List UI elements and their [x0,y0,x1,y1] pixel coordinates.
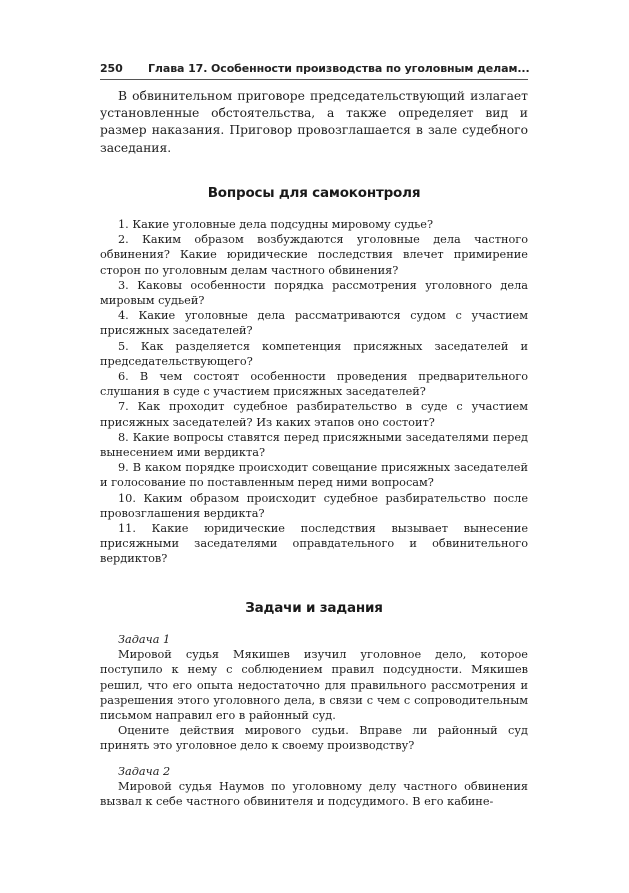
tasks-heading: Задачи и задания [245,600,383,616]
question-item: 8. Какие вопросы ставятся перед присяжными заседателями перед вынесением ими вердикта? [100,430,528,460]
task-1-paragraph: Мировой судья Мякишев изучил уголовное дело, которое поступило к нему с соблюдением правил подсудности. Мякишев решил, что его опыта недостаточно для правильного рассмотрения и разрешения этого уголовного дела, в связи с чем с сопроводительным письмом направил его в районный суд. [100,648,528,723]
question-item: 1. Какие уголовные дела подсудны мировому судье? [118,218,434,231]
header-rule [100,79,528,80]
page-number: 250 [100,62,123,75]
question-item: 5. Как разделяется компетенция присяжных заседателей и председательствующего? [100,339,528,368]
question-item: 4. Какие уголовные дела рассматриваются судом с участием присяжных заседателей? [100,309,528,338]
question-item: 10. Каким образом происходит судебное разбирательство после провозглашения вердикта? [100,491,528,520]
chapter-title: Глава 17. Особенности производства по уголовным делам... [148,62,530,75]
spacer [100,754,528,764]
self-control-heading: Вопросы для самоконтроля [207,185,421,201]
task-2-paragraph: Мировой судья Наумов по уголовному делу частного обвинения вызвал к себе частного обвинителя и подсудимого. В его кабине- [100,779,528,809]
running-header [100,62,528,75]
task-1-title: Задача 1 [118,633,171,646]
task-1-paragraph: Оцените действия мирового судьи. Вправе ли районный суд принять это уголовное дело к своему производству? [100,724,528,753]
question-list [100,217,528,567]
tasks-section [100,632,528,809]
task-2-title: Задача 2 [118,764,171,778]
question-item: 2. Каким образом возбуждаются уголовные дела частного обвинения? Какие юридические последствия влечет примирение сторон по уголовным делам частного обвинения? [100,233,528,277]
question-item: 6. В чем состоят особенности проведения предварительного слушания в суде с участием присяжных заседателей? [100,370,528,399]
question-item: 9. В каком порядке происходит совещание присяжных заседателей и голосование по поставленным перед ними вопросам? [100,461,528,490]
intro-paragraph: В обвинительном приговоре председательствующий излагает установленные обстоятельства, а также определяет вид и размер наказания. Приговор провозглашается в зале судебного заседания. [100,89,528,155]
question-item: 7. Как проходит судебное разбирательство в суде с участием присяжных заседателей? Из каких этапов оно состоит? [100,400,528,429]
question-item: 11. Какие юридические последствия вызывает вынесение присяжными заседателями оправдательного и обвинительного вердиктов? [100,522,528,566]
intro-text [100,88,528,157]
question-item: 3. Каковы особенности порядка рассмотрения уголовного дела мировым судьей? [100,278,528,308]
